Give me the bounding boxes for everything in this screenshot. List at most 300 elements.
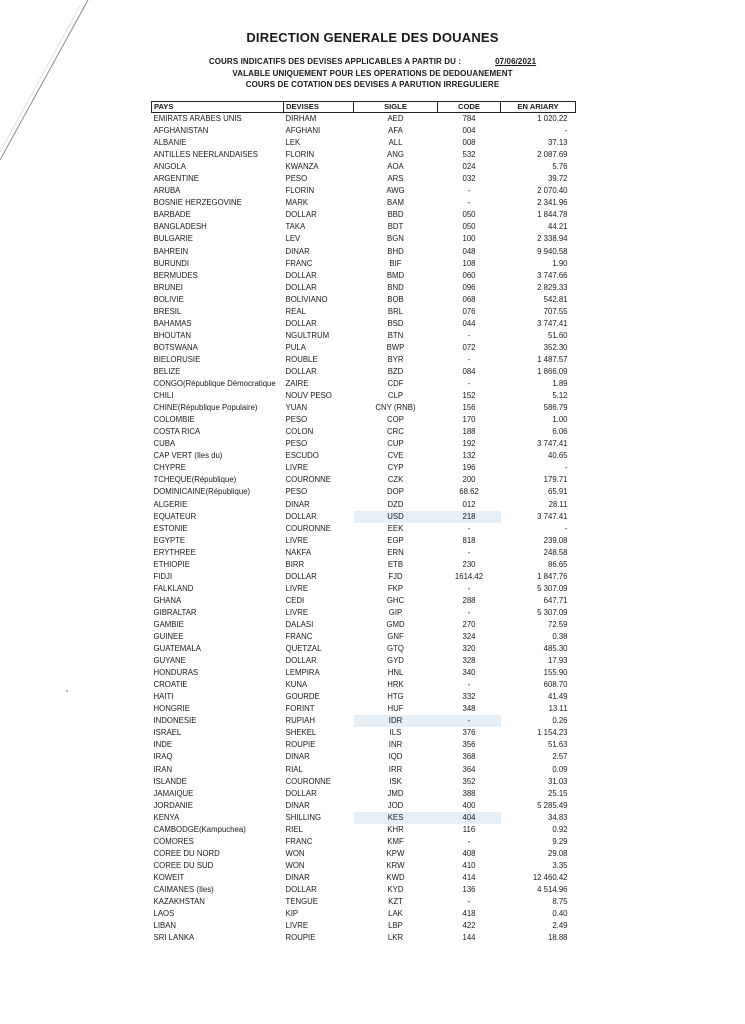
cell-code: 352 <box>462 776 476 786</box>
table-row <box>152 788 576 800</box>
table-row <box>152 872 576 884</box>
table-row <box>152 246 576 258</box>
cell-sigle: BGN <box>387 234 404 244</box>
cell-ariary: 542.81 <box>543 294 568 304</box>
cell-devise: PESO <box>285 174 308 184</box>
cell-ariary: - <box>564 523 568 533</box>
cell-pays: KAZAKHSTAN <box>153 897 205 907</box>
cell-pays: BOSNIE HERZEGOVINE <box>153 198 242 208</box>
cell-devise: KUNA <box>285 680 308 690</box>
table-row <box>152 932 576 944</box>
cell-code: 116 <box>462 824 476 834</box>
cell-pays: LIBAN <box>153 921 177 931</box>
cell-ariary: 2 829.33 <box>537 282 568 292</box>
table-row <box>152 306 576 318</box>
cell-sigle: ETB <box>387 559 404 569</box>
cell-pays: COLOMBIE <box>153 415 195 425</box>
table-row <box>152 366 576 378</box>
cell-code: 218 <box>438 511 501 523</box>
cell-code: 270 <box>462 619 476 629</box>
cell-ariary: 1 154.23 <box>537 728 568 738</box>
table-row <box>152 149 576 161</box>
table-row <box>152 800 576 812</box>
table-row <box>152 113 576 126</box>
cell-ariary: 1 844.78 <box>537 210 568 220</box>
cell-pays: BURUNDI <box>153 258 190 268</box>
cell-code: 1614.42 <box>454 571 484 581</box>
cell-code: 144 <box>462 933 476 943</box>
cell-ariary: 12 460.42 <box>532 872 568 882</box>
cell-sigle: BAM <box>387 198 404 208</box>
cell-devise: PESO <box>285 415 308 425</box>
cell-devise: TENGUE <box>285 897 318 907</box>
cell-ariary: 72.59 <box>547 619 568 629</box>
cell-sigle: ANG <box>387 150 404 160</box>
cell-devise: ZAIRE <box>285 379 309 389</box>
cell-devise: FRANC <box>285 836 313 846</box>
scan-speck <box>66 690 68 692</box>
cell-devise: LEV <box>285 234 301 244</box>
cell-code: 188 <box>462 427 476 437</box>
cell-pays: CAIMANES (Iles) <box>153 885 214 894</box>
table-row <box>152 318 576 330</box>
cell-pays: ISLANDE <box>153 776 187 786</box>
cell-sigle: KES <box>354 812 438 824</box>
cell-ariary: 3 747.41 <box>537 439 568 449</box>
table-row <box>152 511 576 523</box>
table-row <box>152 715 576 727</box>
cell-pays: BULGARIE <box>153 234 193 244</box>
cell-ariary: 1 487.57 <box>537 354 568 364</box>
cell-ariary: 4 514.96 <box>537 885 568 894</box>
cell-pays: ANGOLA <box>153 162 186 172</box>
cell-sigle: BRL <box>387 306 404 316</box>
subtitle-irregular-rates: COURS DE COTATION DES DEVISES A PARUTION IRREGULIERE <box>245 80 500 89</box>
cell-sigle: BWP <box>386 342 405 352</box>
cell-devise: NOUV PESO <box>285 391 332 401</box>
cell-sigle: CDF <box>387 379 404 389</box>
table-row <box>152 474 576 486</box>
cell-code: 076 <box>462 306 476 316</box>
table-row <box>152 679 576 691</box>
cell-ariary: 586.79 <box>543 403 568 413</box>
cell-sigle: HTG <box>387 692 404 702</box>
cell-sigle: HRK <box>387 680 404 690</box>
cell-code: 376 <box>462 728 476 738</box>
cell-sigle: ISK <box>389 776 402 786</box>
table-row <box>152 607 576 619</box>
cell-pays: COREE DU SUD <box>153 860 214 870</box>
cell-sigle: CRC <box>387 427 404 437</box>
cell-ariary: 5 307.09 <box>537 583 568 593</box>
cell-ariary: 34.83 <box>547 812 568 822</box>
cell-ariary: 65.91 <box>547 487 568 497</box>
cell-sigle: GYD <box>387 656 404 666</box>
cell-code: 364 <box>462 764 476 774</box>
cell-pays: FALKLAND <box>153 583 194 593</box>
cell-pays: CROATIE <box>153 680 188 690</box>
cell-devise: DOLLAR <box>285 885 317 894</box>
cell-code: - <box>467 583 471 593</box>
table-row <box>152 330 576 342</box>
cell-ariary: 239.08 <box>543 535 568 545</box>
cell-ariary: 1.89 <box>552 379 568 389</box>
cell-devise: RUPIAH <box>285 716 315 726</box>
table-row <box>152 221 576 233</box>
cell-devise: PESO <box>285 439 308 449</box>
cell-sigle: JMD <box>387 788 404 798</box>
cell-devise: WON <box>285 860 305 870</box>
cell-code: 132 <box>462 451 476 461</box>
cell-ariary: 37.13 <box>547 138 568 148</box>
cell-ariary: 28.11 <box>548 499 568 509</box>
cell-pays: LAOS <box>153 909 175 919</box>
cell-sigle: BSD <box>387 318 404 328</box>
table-row <box>152 209 576 221</box>
cell-code: 320 <box>462 644 476 654</box>
cell-pays: BELIZE <box>153 366 181 376</box>
cell-code: 044 <box>462 318 476 328</box>
table-row <box>152 486 576 498</box>
cell-ariary: 51.63 <box>547 740 568 750</box>
column-header-code: CODE <box>438 102 501 113</box>
cell-sigle: BDT <box>387 222 404 232</box>
table-row <box>152 583 576 595</box>
cell-pays: SRI LANKA <box>153 933 195 943</box>
cell-code: 422 <box>462 921 476 931</box>
table-row <box>152 137 576 149</box>
cell-sigle: HNL <box>387 668 404 678</box>
cell-code: 818 <box>462 535 476 545</box>
cell-pays: EMIRATS ARABES UNIS <box>153 114 242 123</box>
cell-ariary: 51.60 <box>547 330 568 340</box>
cell-devise: BOLIVIANO <box>285 294 328 304</box>
cell-ariary: 2 338.94 <box>537 234 568 244</box>
table-row <box>152 378 576 390</box>
cell-sigle: ALL <box>388 138 403 148</box>
cell-devise: DIRHAM <box>285 114 317 123</box>
cell-code: 008 <box>462 138 476 148</box>
cell-code: - <box>467 547 471 557</box>
table-row <box>152 848 576 860</box>
cell-devise: TAKA <box>285 222 306 232</box>
cell-devise: DINAR <box>285 752 310 762</box>
cell-devise: WON <box>285 848 305 858</box>
table-row <box>152 233 576 245</box>
cell-devise: REAL <box>285 306 306 316</box>
cell-code: 410 <box>462 860 476 870</box>
table-row <box>152 450 576 462</box>
cell-sigle: LKR <box>387 933 404 943</box>
cell-ariary: 1.00 <box>552 415 568 425</box>
cell-sigle: KRW <box>386 860 405 870</box>
cell-pays: IRAN <box>153 764 173 774</box>
cell-sigle: BTN <box>387 330 404 340</box>
cell-pays: BOTSWANA <box>153 342 198 352</box>
cell-devise: COURONNE <box>285 776 331 786</box>
cell-pays: GHANA <box>153 595 182 605</box>
cell-ariary: 155.90 <box>543 668 568 678</box>
subtitle-applicable-date <box>0 57 745 66</box>
cell-ariary: - <box>564 463 568 473</box>
cell-sigle: ERN <box>387 547 404 557</box>
cell-code: 196 <box>462 463 476 473</box>
cell-pays: CONGO(République Démocratique <box>153 379 276 389</box>
cell-sigle: DOP <box>387 487 404 497</box>
cell-code: 072 <box>462 342 476 352</box>
cell-ariary: 0.09 <box>552 764 568 774</box>
cell-code: 012 <box>462 499 476 509</box>
cell-pays: ISRAEL <box>153 728 182 738</box>
cell-code: - <box>467 354 471 364</box>
cell-ariary: 40.65 <box>547 451 568 461</box>
table-row <box>152 282 576 294</box>
column-header-pays: PAYS <box>152 102 284 113</box>
cell-pays: GIBRALTAR <box>153 607 197 617</box>
cell-ariary: - <box>564 126 568 136</box>
table-row <box>152 703 576 715</box>
cell-ariary: 29.08 <box>547 848 568 858</box>
table-row <box>152 571 576 583</box>
cell-devise: COURONNE <box>285 523 331 533</box>
cell-ariary: 0.92 <box>552 824 568 834</box>
column-header-devises: DEVISES <box>284 102 354 113</box>
cell-pays: BAHAMAS <box>153 318 192 328</box>
cell-ariary: 485.30 <box>543 644 568 654</box>
cell-devise: COURONNE <box>285 475 331 485</box>
cell-devise: DINAR <box>285 800 310 810</box>
cell-code: 324 <box>462 632 476 642</box>
cell-ariary: 39.72 <box>547 174 568 184</box>
table-row <box>152 836 576 848</box>
cell-code: - <box>467 836 471 846</box>
table-row <box>152 655 576 667</box>
cell-devise: FORINT <box>285 704 315 714</box>
cell-pays: BARBADE <box>153 210 191 220</box>
cell-ariary: 2.49 <box>552 921 568 931</box>
cell-pays: ALBANIE <box>153 138 187 148</box>
cell-code: 784 <box>462 114 476 123</box>
cell-sigle: GMD <box>386 619 405 629</box>
cell-devise: DOLLAR <box>285 282 317 292</box>
cell-code: - <box>467 379 471 389</box>
cell-sigle: BMD <box>386 270 405 280</box>
cell-devise: DINAR <box>285 872 310 882</box>
table-row <box>152 908 576 920</box>
cell-pays: JORDANIE <box>153 800 193 810</box>
cell-pays: CUBA <box>153 439 176 449</box>
cell-ariary: 1.90 <box>552 258 568 268</box>
cell-devise: LIVRE <box>285 535 309 545</box>
cell-devise: KIP <box>285 909 299 919</box>
cell-ariary: 2 087.69 <box>537 150 568 160</box>
cell-code: 340 <box>462 668 476 678</box>
cell-sigle: CLP <box>387 391 404 401</box>
cell-code: - <box>467 523 471 533</box>
cell-devise: SHILLING <box>285 812 322 822</box>
cell-sigle: COP <box>387 415 404 425</box>
table-row <box>152 125 576 137</box>
cell-devise: FLORIN <box>285 186 315 196</box>
cell-ariary: 8.75 <box>552 897 568 907</box>
cell-code: - <box>438 715 501 727</box>
cell-code: 388 <box>462 788 476 798</box>
cell-pays: BIELORUSIE <box>153 354 201 364</box>
table-row <box>152 739 576 751</box>
cell-pays: HONGRIE <box>153 704 190 714</box>
cell-devise: ESCUDO <box>285 451 319 461</box>
cell-pays: AFGHANISTAN <box>153 126 209 136</box>
cell-ariary: 0.26 <box>552 716 568 726</box>
cell-code: 400 <box>462 800 476 810</box>
cell-pays: IRAQ <box>153 752 173 762</box>
cell-pays: JAMAIQUE <box>153 788 194 798</box>
cell-code: 192 <box>462 439 476 449</box>
cell-ariary: 248.58 <box>543 547 568 557</box>
cell-pays: COREE DU NORD <box>153 848 220 858</box>
cell-code: 004 <box>462 126 476 136</box>
table-row <box>152 462 576 474</box>
cell-pays: DOMINICAINE(République) <box>153 487 251 497</box>
table-row <box>152 764 576 776</box>
effective-date: 07/06/2021 <box>495 57 537 66</box>
cell-sigle: INR <box>388 740 403 750</box>
table-row <box>152 342 576 354</box>
table-row <box>152 860 576 872</box>
cell-sigle: GIP <box>388 607 403 617</box>
cell-code: 200 <box>462 475 476 485</box>
cell-devise: NGULTRUM <box>285 330 330 340</box>
cell-devise: DALASI <box>285 619 314 629</box>
cell-sigle: BIF <box>389 258 402 268</box>
cell-code: 328 <box>462 656 476 666</box>
cell-devise: BIRR <box>285 559 305 569</box>
cell-code: 414 <box>462 872 476 882</box>
table-row <box>152 390 576 402</box>
cell-code: 050 <box>462 210 476 220</box>
cell-devise: PULA <box>285 342 306 352</box>
cell-pays: EGYPTE <box>153 535 186 545</box>
cell-ariary: 9 940.58 <box>537 246 568 256</box>
cell-sigle: KYD <box>387 885 404 894</box>
cell-ariary: 17.93 <box>547 656 568 666</box>
cell-devise: DOLLAR <box>285 571 317 581</box>
cell-pays: COSTA RICA <box>153 427 201 437</box>
column-header-ariary: EN ARIARY <box>501 102 576 113</box>
cell-code: 404 <box>438 812 501 824</box>
subtitle-customs-only: VALABLE UNIQUEMENT POUR LES OPERATIONS DE DEDOUANEMENT <box>232 69 513 78</box>
cell-code: 170 <box>462 415 476 425</box>
cell-ariary: 2 070.40 <box>537 186 568 196</box>
cell-code: 408 <box>462 848 476 858</box>
table-row <box>152 197 576 209</box>
cell-devise: AFGHANI <box>285 126 321 136</box>
cell-sigle: LBP <box>388 921 403 931</box>
cell-ariary: 352.30 <box>543 342 568 352</box>
subtitle-text: COURS INDICATIFS DES DEVISES APPLICABLES A PARTIR DU : <box>208 57 462 66</box>
cell-ariary: 2.57 <box>552 752 568 762</box>
cell-devise: LEK <box>285 138 301 148</box>
table-row <box>152 691 576 703</box>
cell-pays: ETHIOPIE <box>153 559 190 569</box>
cell-pays: GUINEE <box>153 632 184 642</box>
cell-code: 068 <box>462 294 476 304</box>
table-row <box>152 499 576 511</box>
cell-pays: CHYPRE <box>153 463 186 473</box>
cell-ariary: 3 747.66 <box>537 270 568 280</box>
cell-sigle: CUP <box>387 439 404 449</box>
cell-sigle: FKP <box>387 583 404 593</box>
cell-code: - <box>467 330 471 340</box>
cell-ariary: 5 285.49 <box>537 800 568 810</box>
table-row <box>152 920 576 932</box>
cell-devise: LEMPIRA <box>285 668 320 678</box>
table-row <box>152 727 576 739</box>
cell-ariary: 5.76 <box>552 162 568 172</box>
table-row <box>152 776 576 788</box>
cell-code: 136 <box>462 885 476 894</box>
cell-code: 108 <box>462 258 476 268</box>
cell-pays: KENYA <box>153 812 180 822</box>
cell-code: 68.62 <box>459 487 479 497</box>
cell-devise: MARK <box>285 198 309 208</box>
cell-sigle: BND <box>387 282 404 292</box>
cell-sigle: KZT <box>388 897 403 907</box>
table-row <box>152 619 576 631</box>
cell-pays: KOWEIT <box>153 872 185 882</box>
cell-devise: PESO <box>285 487 308 497</box>
cell-sigle: AOA <box>387 162 404 172</box>
cell-sigle: KWD <box>386 872 405 882</box>
cell-devise: DINAR <box>285 499 310 509</box>
cell-devise: DOLLAR <box>285 511 317 521</box>
table-row <box>152 185 576 197</box>
table-row <box>152 354 576 366</box>
cell-code: 050 <box>462 222 476 232</box>
cell-sigle: EGP <box>387 535 404 545</box>
cell-code: - <box>467 897 471 907</box>
cell-devise: YUAN <box>285 403 308 413</box>
cell-sigle: CZK <box>387 475 404 485</box>
table-row <box>152 751 576 763</box>
cell-pays: FIDJI <box>153 571 173 581</box>
cell-sigle: IDR <box>354 715 438 727</box>
cell-pays: ARUBA <box>153 186 181 196</box>
cell-sigle: KMF <box>387 836 404 846</box>
cell-devise: FRANC <box>285 258 313 268</box>
cell-sigle: HUF <box>387 704 404 714</box>
cell-code: 060 <box>462 270 476 280</box>
cell-sigle: BYR <box>387 354 404 364</box>
table-row <box>152 426 576 438</box>
cell-pays: COMORES <box>153 836 194 846</box>
cell-sigle: AFA <box>388 126 403 136</box>
cell-code: 032 <box>462 174 476 184</box>
cell-code: 368 <box>462 752 476 762</box>
cell-devise: ROUBLE <box>285 354 318 364</box>
cell-pays: CAMBODGE(Kampuchea) <box>153 824 246 834</box>
cell-devise: DOLLAR <box>285 788 317 798</box>
cell-code: 288 <box>462 595 476 605</box>
table-row <box>152 173 576 185</box>
cell-ariary: 707.55 <box>543 306 568 316</box>
cell-code: 024 <box>462 162 476 172</box>
cell-pays: ALGERIE <box>153 499 188 509</box>
cell-pays: BRESIL <box>153 306 182 316</box>
cell-devise: DOLLAR <box>285 318 317 328</box>
cell-pays: GUATEMALA <box>153 644 202 654</box>
page-title: DIRECTION GENERALE DES DOUANES <box>246 30 499 45</box>
